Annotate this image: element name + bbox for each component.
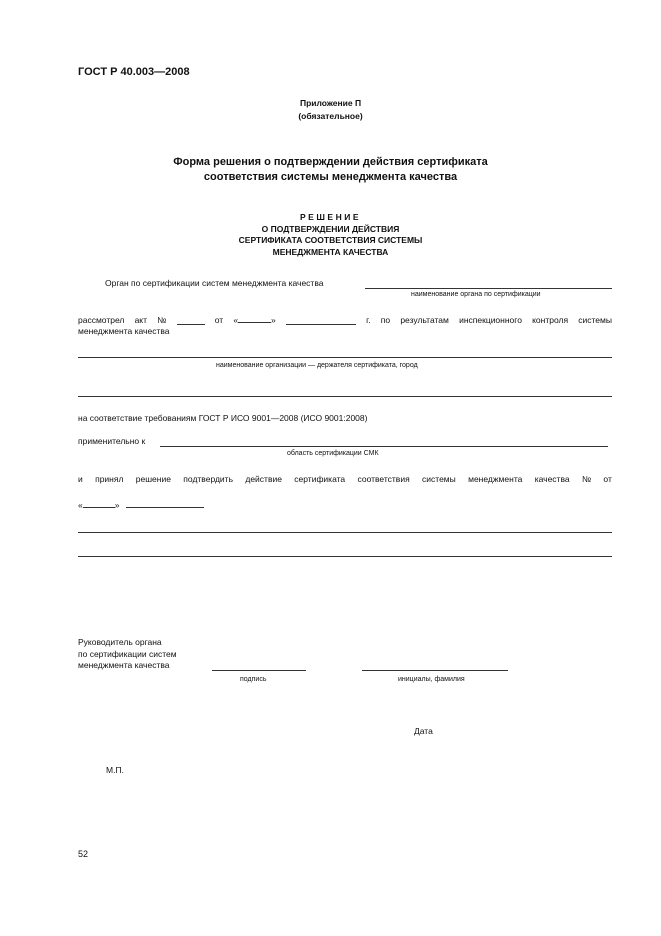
organization-field[interactable] (78, 357, 612, 358)
word: контроля (532, 315, 569, 325)
word: системы (578, 315, 612, 325)
annex-status: (обязательное) (298, 111, 363, 121)
compliance-text: на соответствие требованиям ГОСТ Р ИСО 9001—2008 (ИСО 9001:2008) (78, 413, 368, 423)
word: по (380, 315, 391, 325)
organ-name-field[interactable] (365, 288, 612, 289)
document-code: ГОСТ Р 40.003—2008 (78, 66, 190, 78)
organization-caption: наименование организации — держателя сертификата, город (216, 362, 418, 369)
word: акт (134, 315, 147, 325)
annex-title: Приложение П (299, 98, 362, 108)
name-field[interactable] (362, 670, 508, 671)
organ-caption: наименование органа по сертификации (411, 291, 541, 298)
word: подтвердить (183, 474, 234, 484)
decision-heading-line4: МЕНЕДЖМЕНТА КАЧЕСТВА (272, 246, 389, 257)
word: соответствия (357, 474, 410, 484)
word: № (157, 315, 167, 325)
form-title-line1: Форма решения о подтверждении действия сертификата (173, 156, 488, 168)
page-number: 52 (78, 849, 89, 859)
signatory-line2: по сертификации систем (78, 648, 177, 659)
certificate-date: « » (78, 498, 204, 510)
reviewed-line2: менеджмента качества (78, 326, 170, 336)
annex-label (0, 97, 661, 123)
signature-field[interactable] (212, 670, 306, 671)
certificate-month-field[interactable] (126, 498, 204, 508)
act-month-field[interactable] (286, 315, 356, 325)
word: принял (95, 474, 124, 484)
decision-heading (0, 212, 661, 258)
signature-caption: подпись (240, 676, 267, 683)
word: сертификата (294, 474, 346, 484)
word: системы (422, 474, 456, 484)
organization-field-continued[interactable] (78, 396, 612, 397)
form-title-line2: соответствия системы менеджмента качества (203, 171, 458, 183)
signatory-title (78, 637, 177, 672)
word: решение (135, 474, 171, 484)
act-date-field: « » (233, 315, 276, 325)
word: инспекционного (459, 315, 522, 325)
signatory-line3: менеджмента качества (78, 660, 170, 670)
scope-caption: область сертификации СМК (287, 450, 379, 457)
act-number-field[interactable] (177, 315, 205, 325)
word: результатам (400, 315, 449, 325)
applicable-label: применительно к (78, 436, 146, 446)
reviewed-act-line (78, 313, 612, 325)
word: и (78, 474, 83, 484)
decision-heading-line1: РЕШЕНИЕ (300, 212, 361, 222)
name-caption: инициалы, фамилия (398, 676, 465, 683)
decision-line (78, 474, 612, 484)
blank-line-1[interactable] (78, 532, 612, 533)
word: действие (245, 474, 282, 484)
blank-line-2[interactable] (78, 556, 612, 557)
scope-field[interactable] (160, 446, 608, 447)
word: от (603, 474, 612, 484)
word: рассмотрел (78, 315, 125, 325)
signatory-line1: Руководитель органа (78, 637, 162, 647)
certificate-day-field[interactable] (83, 498, 115, 508)
word: менеджмента (468, 474, 523, 484)
decision-heading-line3: СЕРТИФИКАТА СООТВЕТСТВИЯ СИСТЕМЫ (238, 235, 423, 245)
decision-heading-line2: О ПОДТВЕРЖДЕНИИ ДЕЙСТВИЯ (261, 223, 400, 234)
stamp-label: М.П. (106, 765, 124, 775)
form-title (0, 155, 661, 185)
word: от (214, 315, 224, 325)
word: качества (534, 474, 570, 484)
organ-label: Орган по сертификации систем менеджмента качества (105, 278, 324, 288)
date-label: Дата (414, 726, 433, 736)
act-day-field[interactable] (238, 313, 271, 323)
word: г. (366, 315, 371, 325)
word: № (581, 474, 592, 484)
